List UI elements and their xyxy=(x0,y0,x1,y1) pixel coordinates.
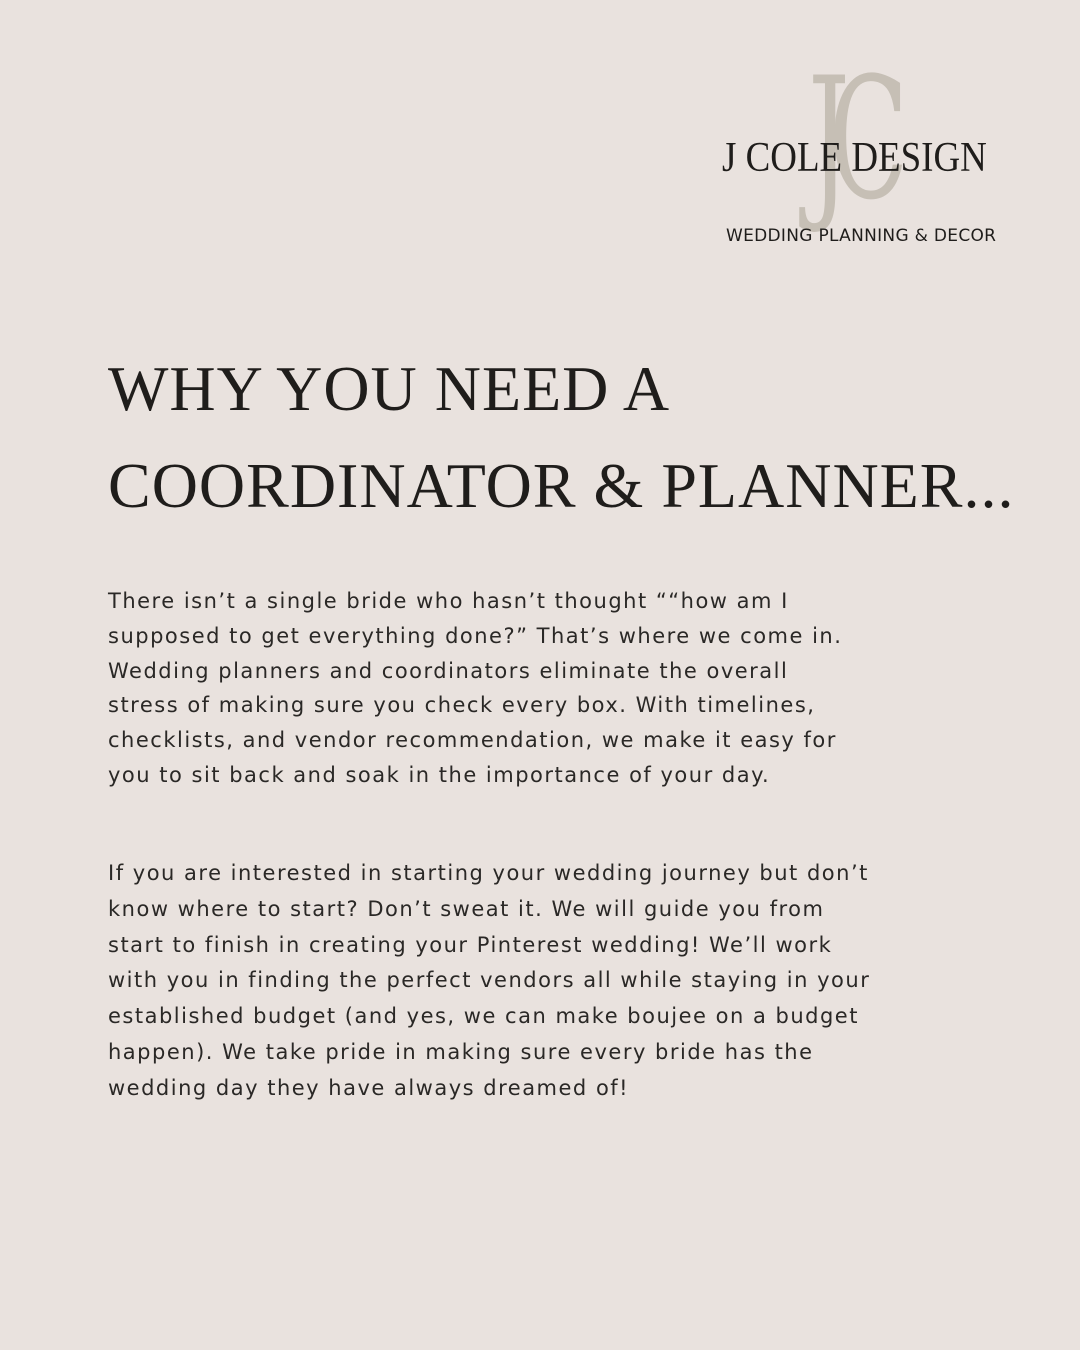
paragraph-line: wedding day they have always dreamed of! xyxy=(108,1075,630,1100)
title-line: WHY YOU NEED A xyxy=(108,353,671,424)
paragraph-line: established budget (and yes, we can make boujee on a budget xyxy=(108,1004,859,1029)
title-line: COORDINATOR & PLANNER... xyxy=(108,450,1015,521)
paragraph-line: supposed to get everything done?” That’s where we come in. xyxy=(108,623,843,648)
brand-name: J COLE DESIGN xyxy=(722,135,987,181)
paragraph-line: with you in finding the perfect vendors all while staying in your xyxy=(108,968,871,993)
paragraph-line: happen). We take pride in making sure every bride has the xyxy=(108,1039,814,1064)
monogram-jc: JC xyxy=(808,41,888,237)
intro-paragraph xyxy=(108,584,842,793)
paragraph-line: If you are interested in starting your wedding journey but don’t xyxy=(108,861,869,885)
paragraph-line: Wedding planners and coordinators eliminate the overall xyxy=(108,658,789,683)
paragraph-line: stress of making sure you check every box. With timelines, xyxy=(108,693,816,718)
paragraph-line: you to sit back and soak in the importance of your day. xyxy=(108,762,771,787)
paragraph-line: know where to start? Don’t sweat it. We will guide you from xyxy=(108,896,825,921)
paragraph-line: There isn’t a single bride who hasn’t thought ““how am I xyxy=(108,589,789,613)
brand-logo xyxy=(700,41,1060,265)
brand-tagline: WEDDING PLANNING & DECOR xyxy=(726,226,997,246)
paragraph-line: checklists, and vendor recommendation, we make it easy for xyxy=(108,728,837,753)
paragraph-line: start to finish in creating your Pinterest wedding! We’ll work xyxy=(108,932,833,957)
page-title xyxy=(108,340,1048,534)
journey-paragraph xyxy=(108,856,870,1107)
